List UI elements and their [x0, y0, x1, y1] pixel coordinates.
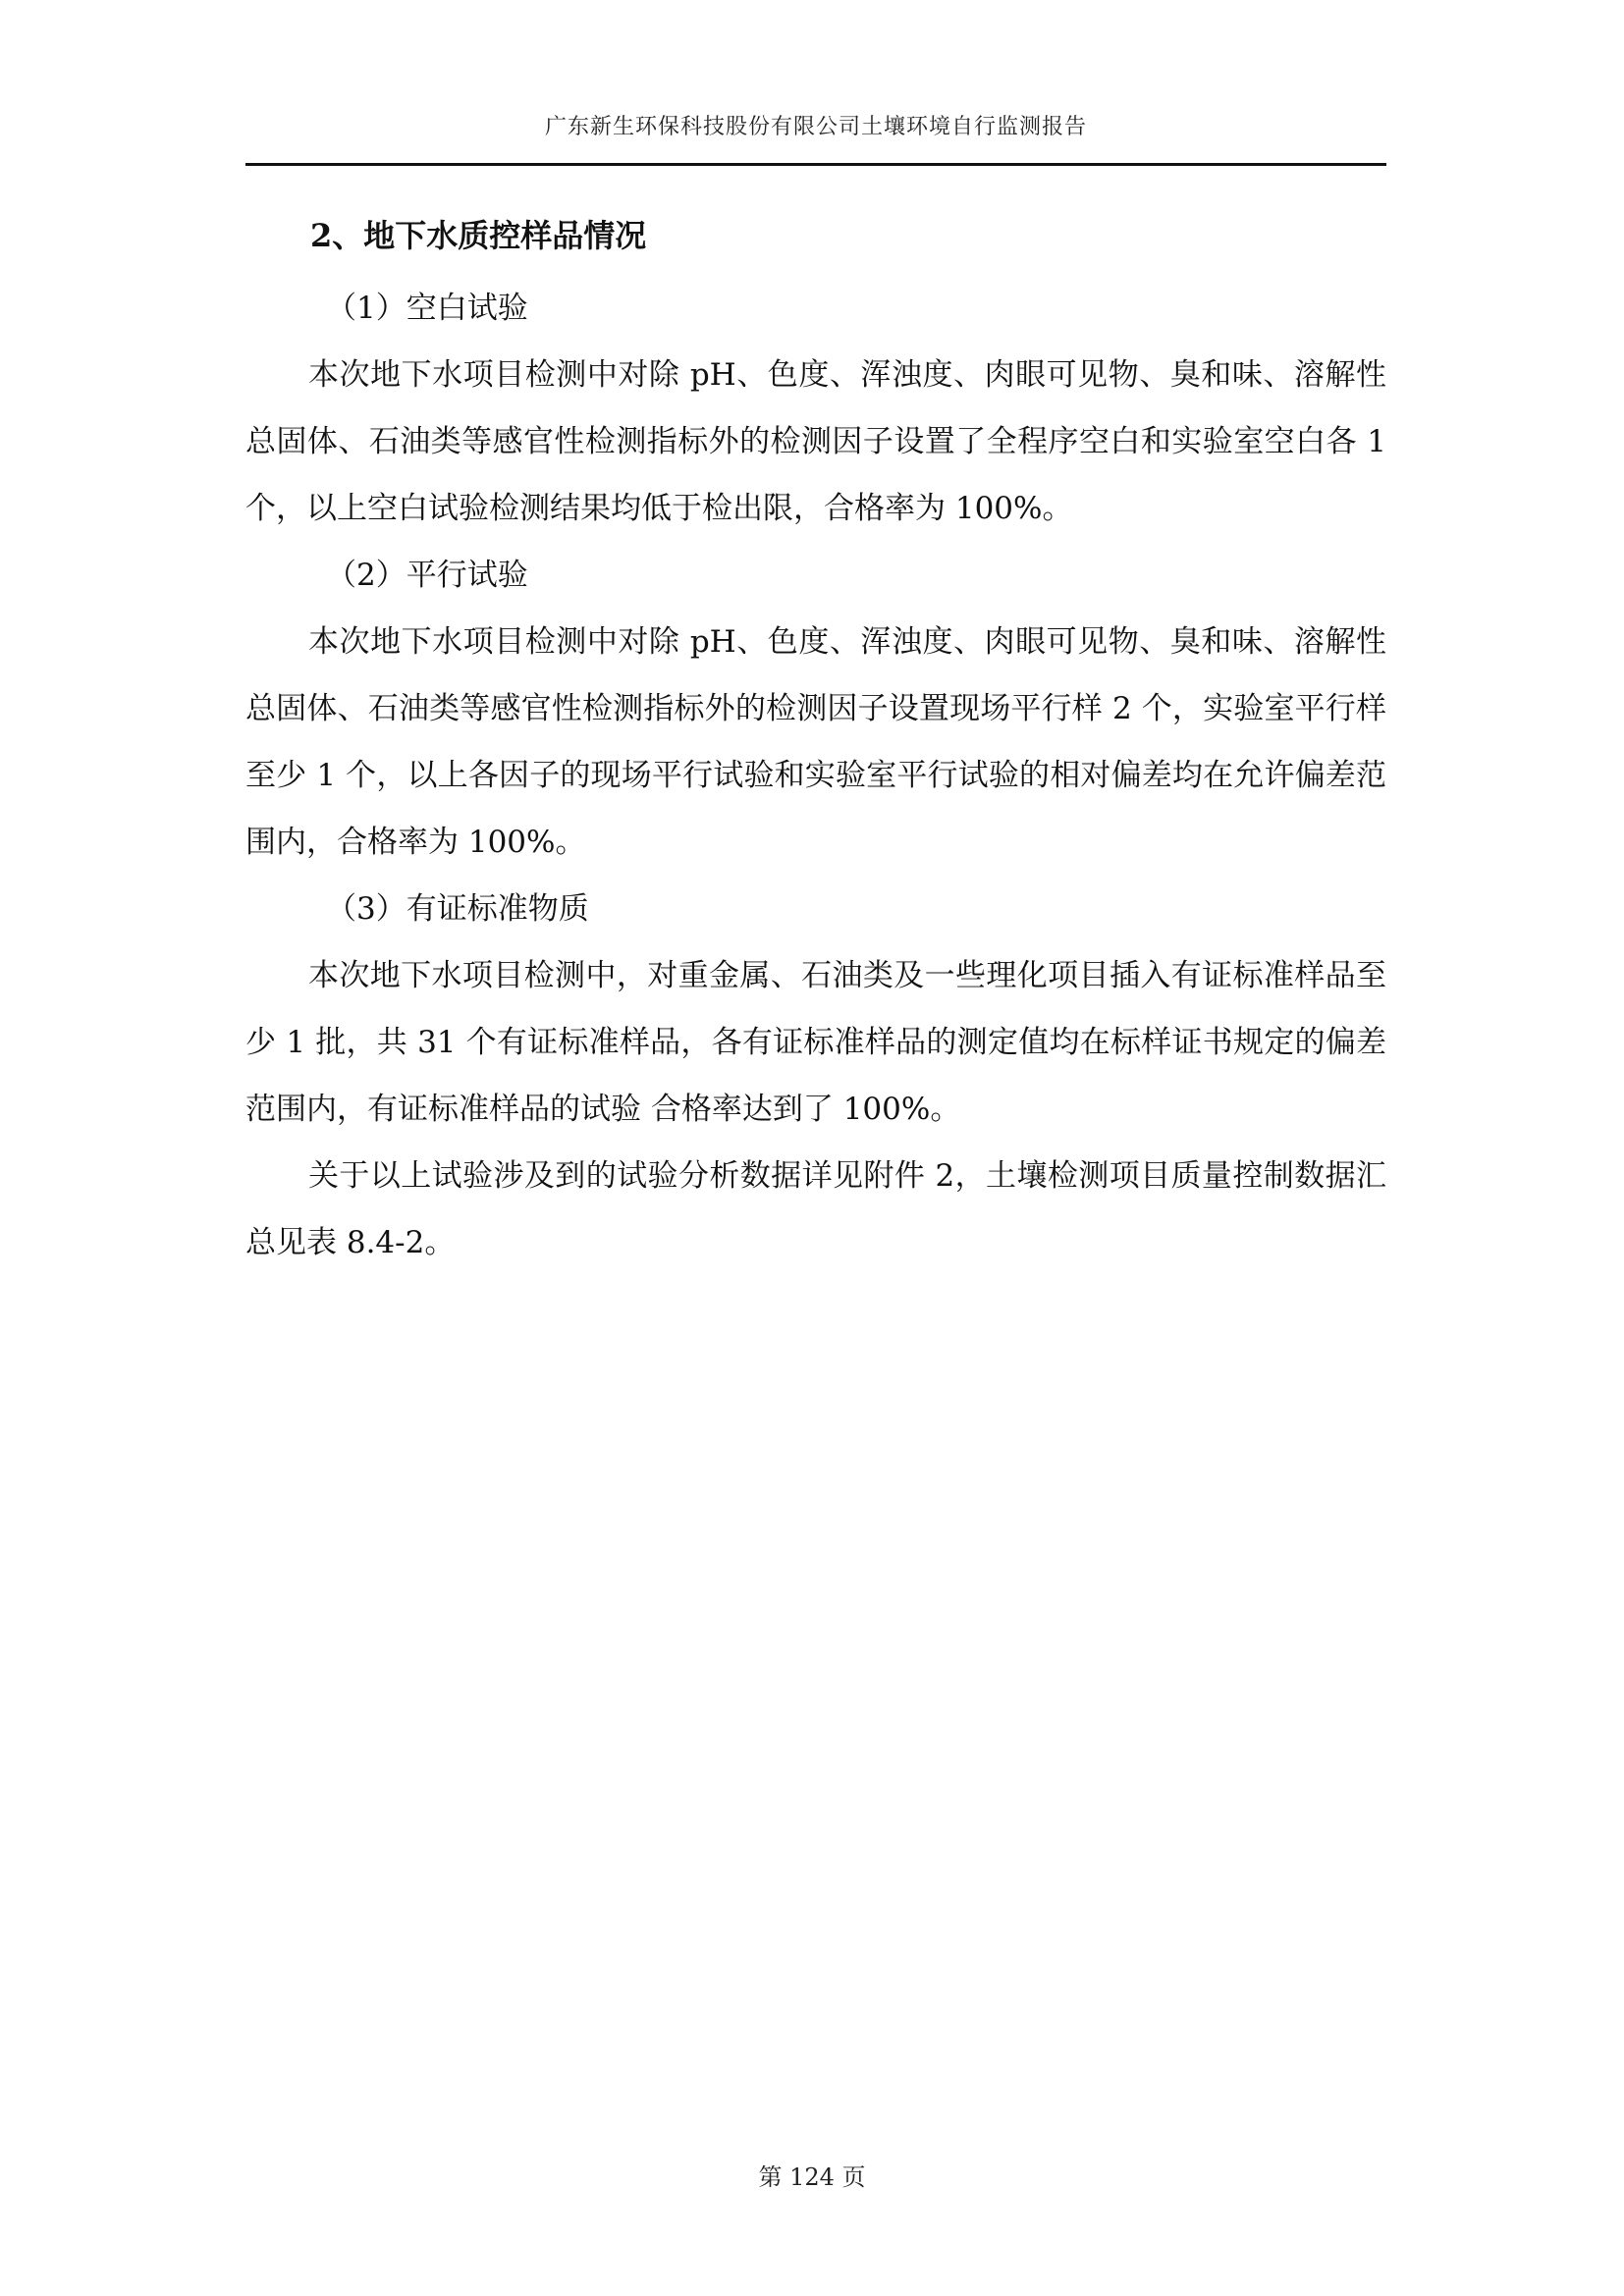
- document-body: [245, 206, 1386, 1276]
- header-rule: [245, 163, 1386, 166]
- parallel-test-paragraph: 本次地下水项目检测中对除 pH、色度、浑浊度、肉眼可见物、臭和味、溶解性总固体、石油类等感官性检测指标外的检测因子设置现场平行样 2 个，实验室平行样至少 1 个，以上各因子的现场平行试验和实验室平行试验的相对偏差均在允许偏差范围内，合格率为 100%。: [245, 624, 1386, 860]
- page-number: 第 124 页: [758, 2163, 866, 2191]
- parallel-test-heading: （2）平行试验: [326, 558, 528, 593]
- blank-test-paragraph: 本次地下水项目检测中对除 pH、色度、浑浊度、肉眼可见物、臭和味、溶解性总固体、石油类等感官性检测指标外的检测因子设置了全程序空白和实验室空白各 1 个，以上空白试验检测结果均低于检出限，合格率为 100%。: [245, 357, 1386, 526]
- section-heading: 2、地下水质控样品情况: [310, 217, 647, 254]
- reference-material-paragraph: 本次地下水项目检测中，对重金属、石油类及一些理化项目插入有证标准样品至少 1 批，共 31 个有证标准样品，各有证标准样品的测定值均在标样证书规定的偏差范围内，有证标准样品的试验 合格率达到了 100%。: [245, 958, 1386, 1127]
- blank-test-heading: （1）空白试验: [326, 291, 528, 326]
- reference-material-heading: （3）有证标准物质: [326, 891, 589, 927]
- summary-paragraph: 关于以上试验涉及到的试验分析数据详见附件 2，土壤检测项目质量控制数据汇总见表 8.4-2。: [245, 1158, 1386, 1260]
- page-header: 广东新生环保科技股份有限公司土壤环境自行监测报告: [544, 115, 1087, 139]
